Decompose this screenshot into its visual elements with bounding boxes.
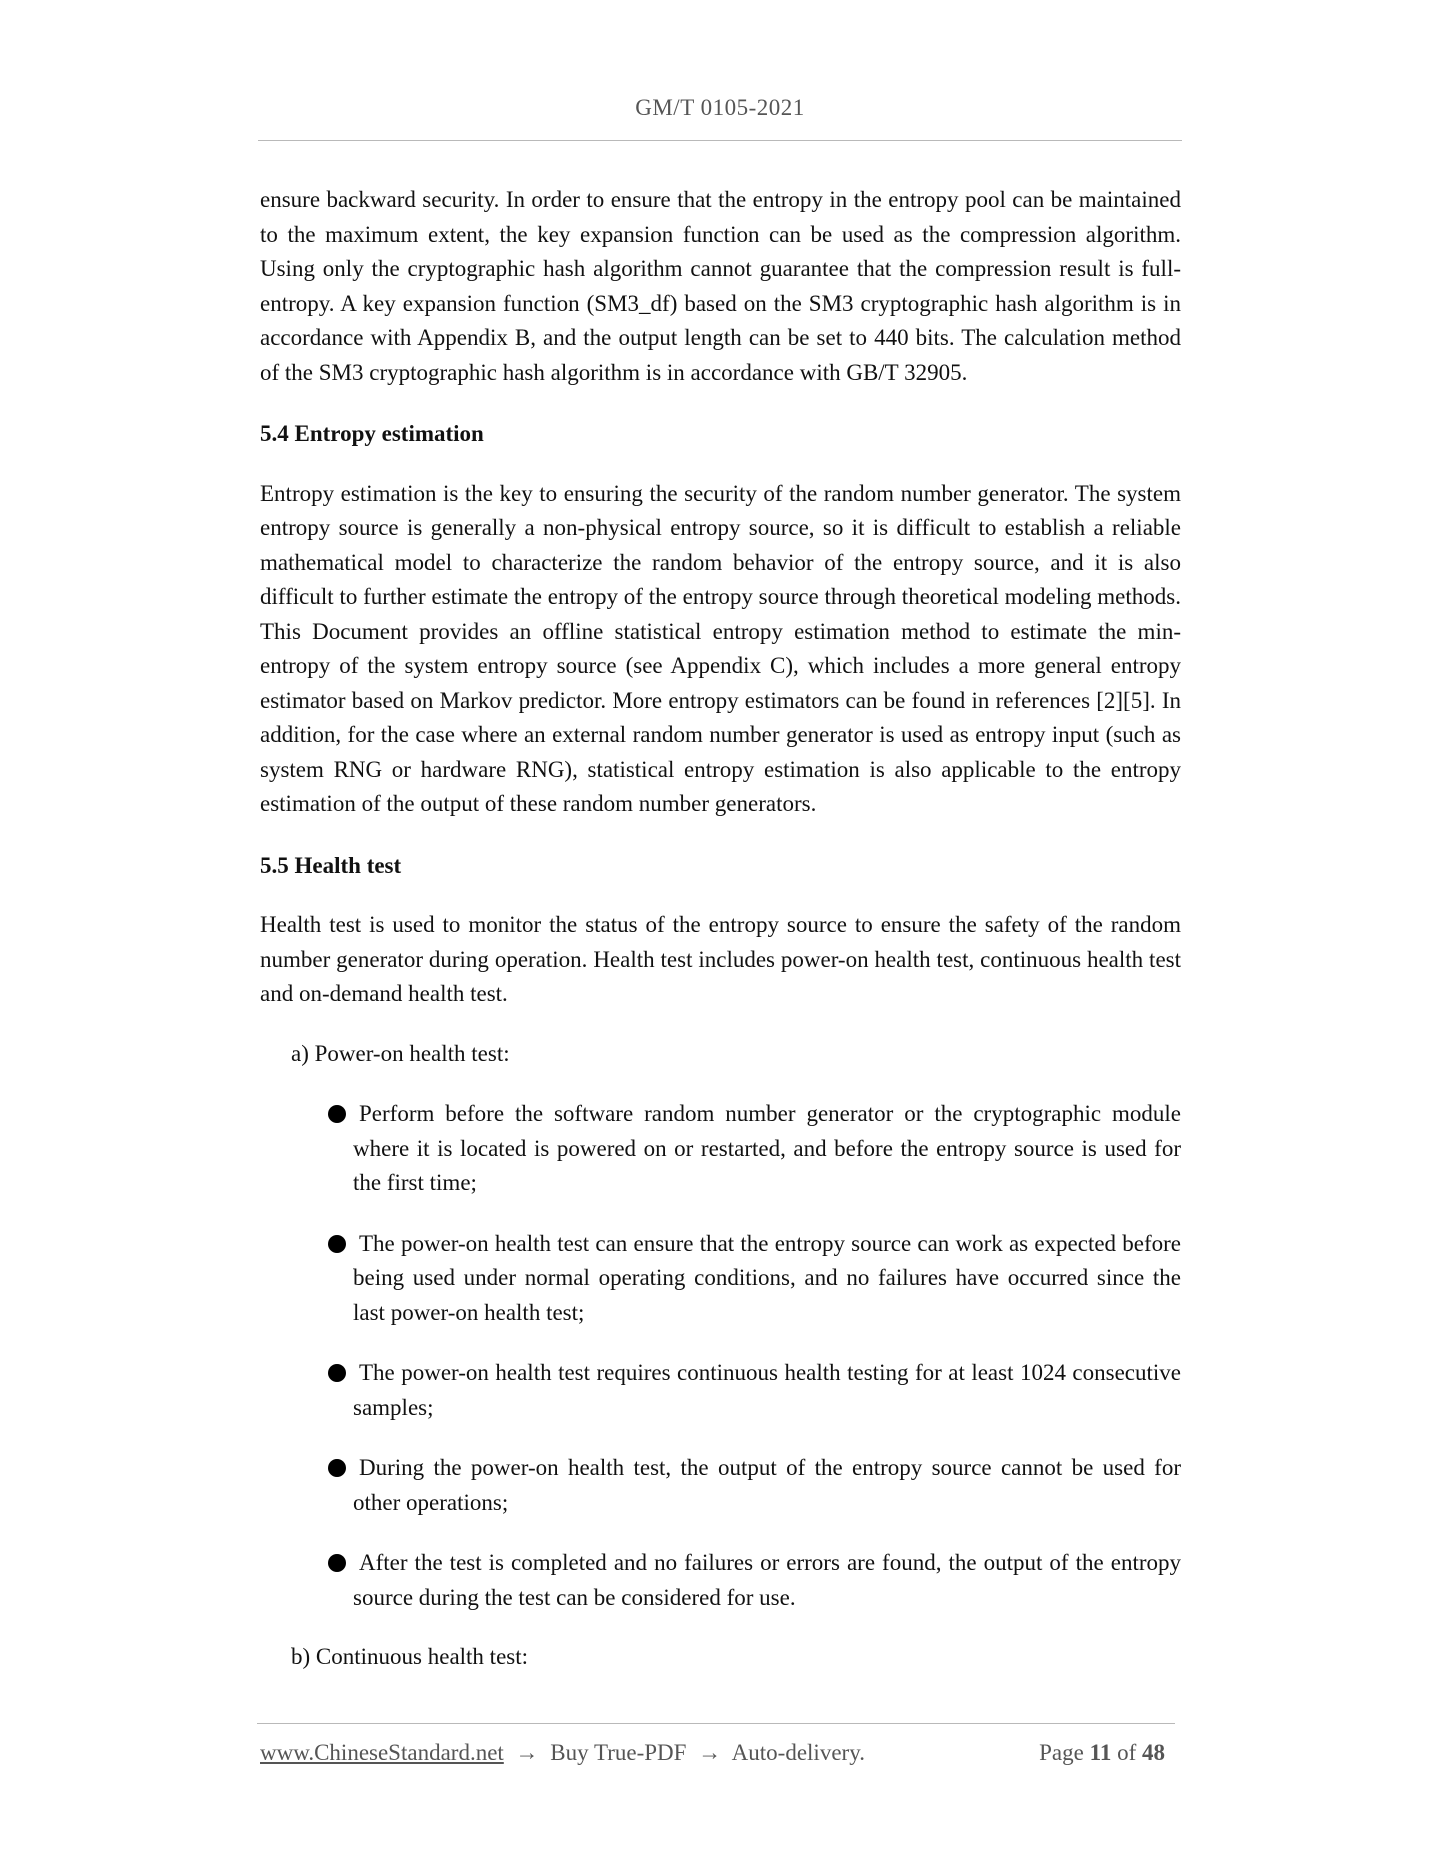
bullet-dot-icon <box>328 1235 346 1253</box>
list-item <box>260 1546 1181 1615</box>
buy-pdf-text: Buy True-PDF <box>550 1740 687 1765</box>
bullet-dot-icon <box>328 1554 346 1572</box>
footer-divider <box>257 1723 1175 1724</box>
bullet-dot-icon <box>328 1364 346 1382</box>
arrow-right-icon: → <box>515 1740 539 1765</box>
header-divider <box>258 140 1182 141</box>
list-label-a: a) Power-on health test: <box>291 1040 510 1066</box>
list-item-text: Perform before the software random number generator or the cryptographic module where it is located is powered on or restarted, and before the entropy source is used for the first time; <box>353 1101 1181 1195</box>
list-label-b: b) Continuous health test: <box>291 1644 529 1669</box>
paragraph: Health test is used to monitor the status of the entropy source to ensure the safety of the random number generator during operation. Health test includes power-on health test, continuous health test and on-demand health test. <box>260 912 1181 1006</box>
list-item-text: After the test is completed and no failures or errors are found, the output of the entropy source during the test can be considered for use. <box>353 1550 1181 1610</box>
bullet-dot-icon <box>328 1105 346 1123</box>
paragraph: ensure backward security. In order to ensure that the entropy in the entropy pool can be maintained to the maximum extent, the key expansion function can be used as the compression algorithm. Using only the cryptographic hash algorithm cannot guarantee that the compression result is full-entropy. A key expansion function (SM3_df) based on the SM3 cryptographic hash algorithm is in accordance with Appendix B, and the output length can be set to 440 bits. The calculation method of the SM3 cryptographic hash algorithm is in accordance with GB/T 32905. <box>260 187 1181 385</box>
document-body <box>260 183 1181 1675</box>
list-item <box>260 1097 1181 1201</box>
document-id-header: GM/T 0105-2021 <box>635 95 805 120</box>
paragraph: Entropy estimation is the key to ensuring the security of the random number generator. The system entropy source is generally a non-physical entropy source, so it is difficult to establish a reliable mathematical model to characterize the random behavior of the entropy source, and it is also difficult to further estimate the entropy of the entropy source through theoretical modeling methods. This Document provides an offline statistical entropy estimation method to estimate the min-entropy of the system entropy source (see Appendix C), which includes a more general entropy estimator based on Markov predictor. More entropy estimators can be found in references [2][5]. In addition, for the case where an external random number generator is used as entropy input (such as system RNG or hardware RNG), statistical entropy estimation is also applicable to the entropy estimation of the output of these random number generators. <box>260 480 1181 816</box>
of-word: of <box>1117 1740 1137 1765</box>
footer-promo <box>260 1740 865 1766</box>
section-heading-5-5: 5.5 Health test <box>260 852 402 878</box>
bullet-dot-icon <box>328 1459 346 1477</box>
total-pages: 48 <box>1142 1740 1165 1765</box>
arrow-right-icon: → <box>698 1740 722 1765</box>
list-item-text: During the power-on health test, the output of the entropy source cannot be used for other operations; <box>353 1455 1181 1515</box>
list-item-text: The power-on health test can ensure that the entropy source can work as expected before being used under normal operating conditions, and no failures have occurred since the last power-on health test; <box>353 1230 1181 1325</box>
current-page: 11 <box>1089 1740 1112 1765</box>
list-item <box>260 1451 1181 1520</box>
website-link[interactable]: www.ChineseStandard.net <box>260 1740 504 1765</box>
page-number <box>1039 1740 1165 1766</box>
list-item-text: The power-on health test requires continuous health testing for at least 1024 consecutive samples; <box>353 1360 1181 1420</box>
list-item <box>260 1227 1181 1331</box>
section-heading-5-4: 5.4 Entropy estimation <box>260 421 484 446</box>
list-item <box>260 1356 1181 1425</box>
page-word: Page <box>1039 1740 1084 1765</box>
auto-delivery-text: Auto-delivery. <box>731 1740 865 1765</box>
bullet-list <box>260 1097 1181 1615</box>
